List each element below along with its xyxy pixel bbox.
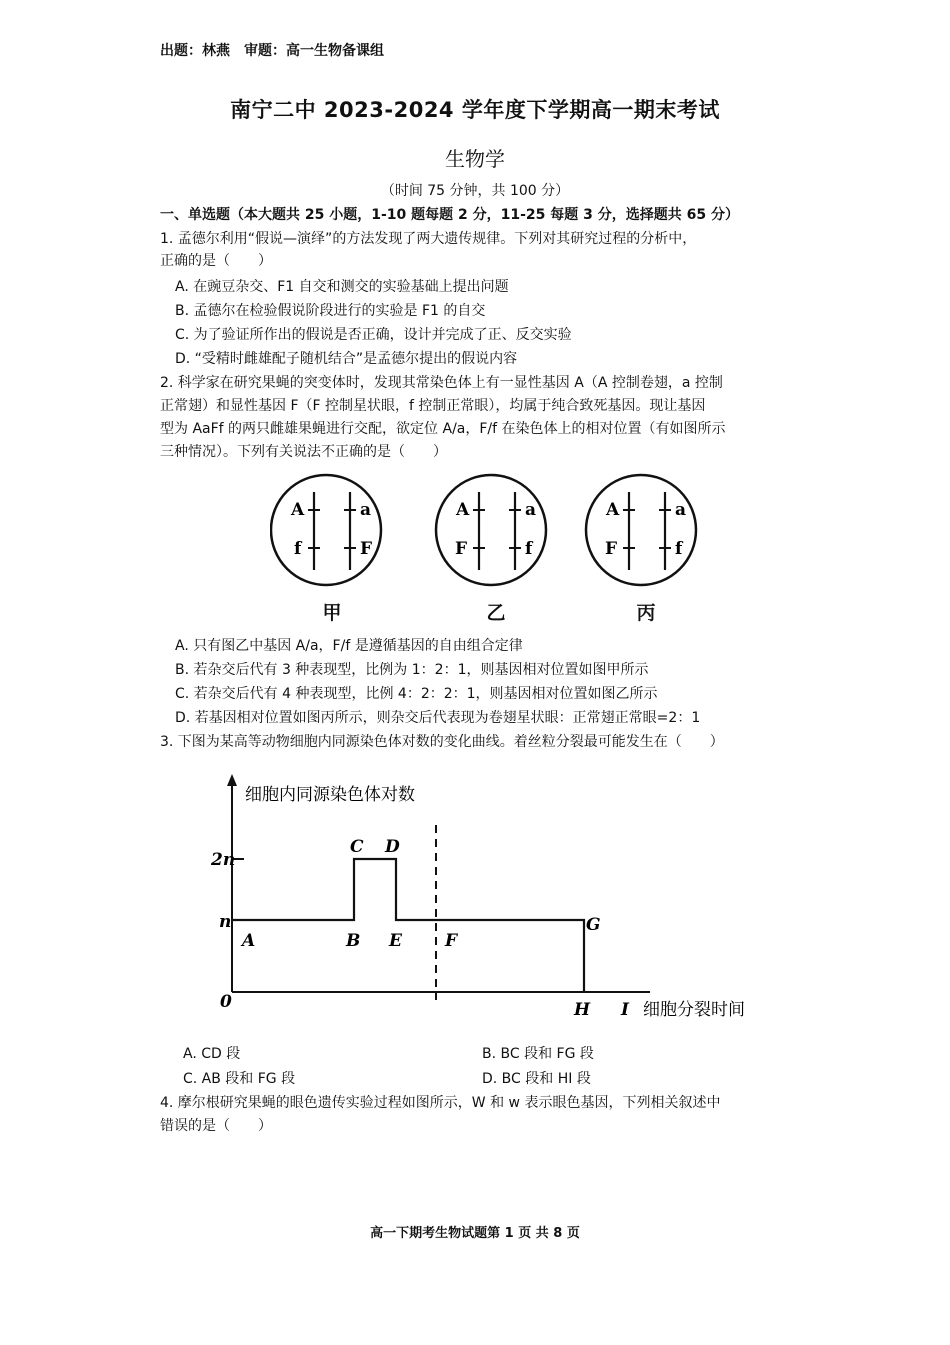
homolog-pairs-chart [200,770,770,1030]
y-axis-arrow [227,774,237,786]
point-label-e: E [389,931,402,951]
section-heading: 一、单选题（本大题共 25 小题，1-10 题每题 2 分，11-25 每题 3 分，选择题共 65 分） [160,207,739,223]
point-label-b: B [346,931,361,951]
page-footer: 高一下期考生物试题第 1 页 共 8 页 [370,1226,580,1241]
gene-label: F [605,539,618,559]
figure-label-yi: 乙 [486,602,506,624]
gene-label: A [291,500,305,520]
q2-stem-line3: 型为 AaFf 的两只雌雄果蝇进行交配，欲定位 A/a，F/f 在染色体上的相对位置（有如图所示 [160,421,726,437]
q2-option-a: A. 只有图乙中基因 A/a，F/f 是遵循基因的自由组合定律 [175,638,523,654]
q1-option-c: C. 为了验证所作出的假说是否正确，设计并完成了正、反交实验 [175,327,572,343]
q1-stem-line2: 正确的是（ ） [160,253,272,269]
figure-label-bing: 丙 [636,602,656,624]
point-label-a: A [242,931,256,951]
q3-option-d: D. BC 段和 HI 段 [482,1071,591,1087]
time-info: （时间 75 分钟，共 100 分） [380,183,570,199]
q1-option-a: A. 在豌豆杂交、F1 自交和测交的实验基础上提出问题 [175,279,509,295]
exam-title: 南宁二中 2023-2024 学年度下学期高一期末考试 [230,98,720,122]
point-label-c: C [350,837,364,857]
point-label-h: H [574,1000,591,1020]
x-axis-label: 细胞分裂时间 [643,1000,745,1020]
gene-label: F [455,539,468,559]
q2-option-d: D. 若基因相对位置如图丙所示，则杂交后代表现为卷翅星状眼：正常翅正常眼=2：1 [175,710,701,726]
gene-label: F [360,539,373,559]
figure-yi [436,475,546,585]
figure-bing [586,475,696,585]
series-line [232,859,584,992]
q1-option-b: B. 孟德尔在检验假说阶段进行的实验是 F1 的自交 [175,303,486,319]
gene-label: f [294,539,302,559]
q4-stem-line2: 错误的是（ ） [160,1118,272,1134]
point-label-g: G [586,915,601,935]
cell-circle [436,475,546,585]
q1-stem-line1: 1. 孟德尔利用“假说—演绎”的方法发现了两大遗传规律。下列对其研究过程的分析中， [160,231,697,247]
q3-stem: 3. 下图为某高等动物细胞内同源染色体对数的变化曲线。着丝粒分裂最可能发生在（ ） [160,734,724,750]
point-label-i: I [621,1000,629,1020]
origin-label: 0 [220,992,232,1012]
y-tick-label-2n: 2n [211,850,236,870]
gene-label: f [675,539,683,559]
point-label-f: F [445,931,458,951]
q2-stem-line4: 三种情况）。下列有关说法不正确的是（ ） [160,444,447,460]
q4-stem-line1: 4. 摩尔根研究果蝇的眼色遗传实验过程如图所示，W 和 w 表示眼色基因，下列相关叙述中 [160,1095,721,1111]
point-label-d: D [385,837,400,857]
q3-option-a: A. CD 段 [183,1046,241,1062]
gene-label: A [606,500,620,520]
q2-option-c: C. 若杂交后代有 4 种表现型，比例 4：2：2：1，则基因相对位置如图乙所示 [175,686,658,702]
q3-option-c: C. AB 段和 FG 段 [183,1071,296,1087]
gene-label: f [525,539,533,559]
cell-circle [271,475,381,585]
gene-label: a [675,500,687,520]
gene-label: a [360,500,372,520]
q2-stem-line1: 2. 科学家在研究果蝇的突变体时，发现其常染色体上有一显性基因 A（A 控制卷翅，a 控制 [160,375,723,391]
gene-label: A [456,500,470,520]
exam-credit: 出题：林燕 审题：高一生物备课组 [160,43,384,59]
subject-title: 生物学 [445,147,505,171]
figure-label-jia: 甲 [322,602,342,624]
gene-label: a [525,500,537,520]
q2-stem-line2: 正常翅）和显性基因 F（F 控制星状眼，f 控制正常眼），均属于纯合致死基因。现让基因 [160,398,706,414]
q1-option-d: D. “受精时雌雄配子随机结合”是孟德尔提出的假说内容 [175,351,518,367]
y-tick-label-n: n [219,912,232,932]
q3-option-b: B. BC 段和 FG 段 [482,1046,594,1062]
q2-option-b: B. 若杂交后代有 3 种表现型，比例为 1：2：1，则基因相对位置如图甲所示 [175,662,649,678]
cell-circle [586,475,696,585]
y-axis-label: 细胞内同源染色体对数 [245,785,415,805]
figure-jia [271,475,381,585]
